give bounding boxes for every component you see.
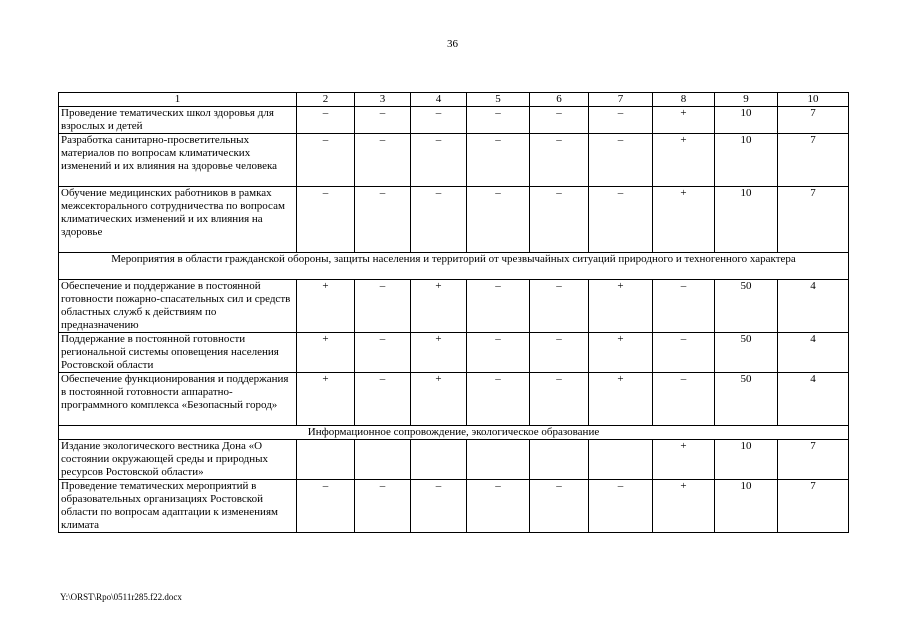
table-cell: – [530,134,589,187]
measure-name: Обеспечение и поддержание в постоянной готовности пожарно-спасательных сил и средств областных служб к действиям по предназначению [59,280,297,333]
table-cell: – [530,187,589,253]
table-cell: – [589,107,653,134]
table-cell: + [411,373,467,426]
measure-name: Издание экологического вестника Дона «О состоянии окружающей среды и природных ресурсов Ростовской области» [59,440,297,480]
table-cell: 7 [778,107,849,134]
section-row [59,253,849,280]
table-cell: – [530,333,589,373]
table-cell: + [653,440,715,480]
table-row [59,440,849,480]
table-cell: – [589,187,653,253]
table-cell: + [653,107,715,134]
table-cell [297,440,355,480]
table-row [59,280,849,333]
table-cell: – [411,134,467,187]
table-cell: – [355,107,411,134]
table-cell: + [589,373,653,426]
table-cell: – [297,107,355,134]
table-row [59,333,849,373]
table-cell: + [653,187,715,253]
table-cell: – [467,373,530,426]
table-cell: + [297,333,355,373]
table-cell: + [297,280,355,333]
table-cell: 50 [715,280,778,333]
table-cell: + [653,134,715,187]
table-cell: – [297,187,355,253]
table-cell: – [589,134,653,187]
table-cell: + [653,480,715,533]
table-cell: 7 [778,134,849,187]
file-path-footer: Y:\ORST\Rpo\0511r285.f22.docx [60,592,182,602]
table-row [59,373,849,426]
table-cell: – [530,280,589,333]
table-cell: – [411,187,467,253]
measure-name: Обеспечение функционирования и поддержания в постоянной готовности аппаратно-программного комплекса «Безопасный город» [59,373,297,426]
column-number: 1 [59,93,297,107]
table-cell: – [653,333,715,373]
table-cell: 10 [715,107,778,134]
column-number: 9 [715,93,778,107]
table-cell: 4 [778,373,849,426]
table-cell: – [530,373,589,426]
table-cell: – [589,480,653,533]
table-cell: 4 [778,280,849,333]
column-number: 6 [530,93,589,107]
table-cell [355,440,411,480]
table-cell: – [467,333,530,373]
table-row [59,134,849,187]
column-number: 8 [653,93,715,107]
table-cell: – [467,134,530,187]
table-cell: – [467,280,530,333]
section-row [59,426,849,440]
table-cell [467,440,530,480]
table-cell: – [355,187,411,253]
section-title: Мероприятия в области гражданской обороны, защиты населения и территорий от чрезвычайных ситуаций природного и техногенного характера [59,253,849,280]
column-number: 7 [589,93,653,107]
table-cell: – [355,333,411,373]
table-cell: – [355,480,411,533]
column-number: 3 [355,93,411,107]
measure-name: Проведение тематических школ здоровья для взрослых и детей [59,107,297,134]
table-cell: – [411,107,467,134]
table-cell: – [355,280,411,333]
measure-name: Разработка санитарно-просветительных материалов по вопросам климатических изменений и их влияния на здоровье человека [59,134,297,187]
table-cell: + [589,280,653,333]
table-cell: + [589,333,653,373]
section-title: Информационное сопровождение, экологическое образование [59,426,849,440]
table-cell: 10 [715,187,778,253]
column-number: 4 [411,93,467,107]
table-cell: – [297,480,355,533]
table-cell: – [530,107,589,134]
table-cell: 10 [715,480,778,533]
table-cell: + [297,373,355,426]
table-cell: 4 [778,333,849,373]
table-cell [589,440,653,480]
measure-name: Поддержание в постоянной готовности региональной системы оповещения населения Ростовской области [59,333,297,373]
table-cell: – [653,280,715,333]
table-cell: 10 [715,134,778,187]
table-cell: + [411,333,467,373]
table-row [59,107,849,134]
table-cell: – [530,480,589,533]
column-number: 2 [297,93,355,107]
table-cell: – [411,480,467,533]
table-cell: – [297,134,355,187]
table-row [59,480,849,533]
table-cell: – [355,134,411,187]
table-cell: 50 [715,333,778,373]
page-number: 36 [447,38,458,50]
table-cell: 7 [778,187,849,253]
measure-name: Проведение тематических мероприятий в образовательных организациях Ростовской области по вопросам адаптации к изменениям климата [59,480,297,533]
table-cell: 7 [778,480,849,533]
column-number: 5 [467,93,530,107]
table-cell: 7 [778,440,849,480]
table-cell: – [355,373,411,426]
table-cell: + [411,280,467,333]
measures-table [58,92,849,533]
table-cell: – [467,187,530,253]
table-cell: – [653,373,715,426]
table-cell: 50 [715,373,778,426]
table-cell: 10 [715,440,778,480]
column-number: 10 [778,93,849,107]
table-header-row [59,93,849,107]
table-row [59,187,849,253]
table-cell: – [467,480,530,533]
measure-name: Обучение медицинских работников в рамках межсекторального сотрудничества по вопросам климатических изменений и их влияния на здоровье [59,187,297,253]
table-cell: – [467,107,530,134]
table-cell [411,440,467,480]
table-cell [530,440,589,480]
